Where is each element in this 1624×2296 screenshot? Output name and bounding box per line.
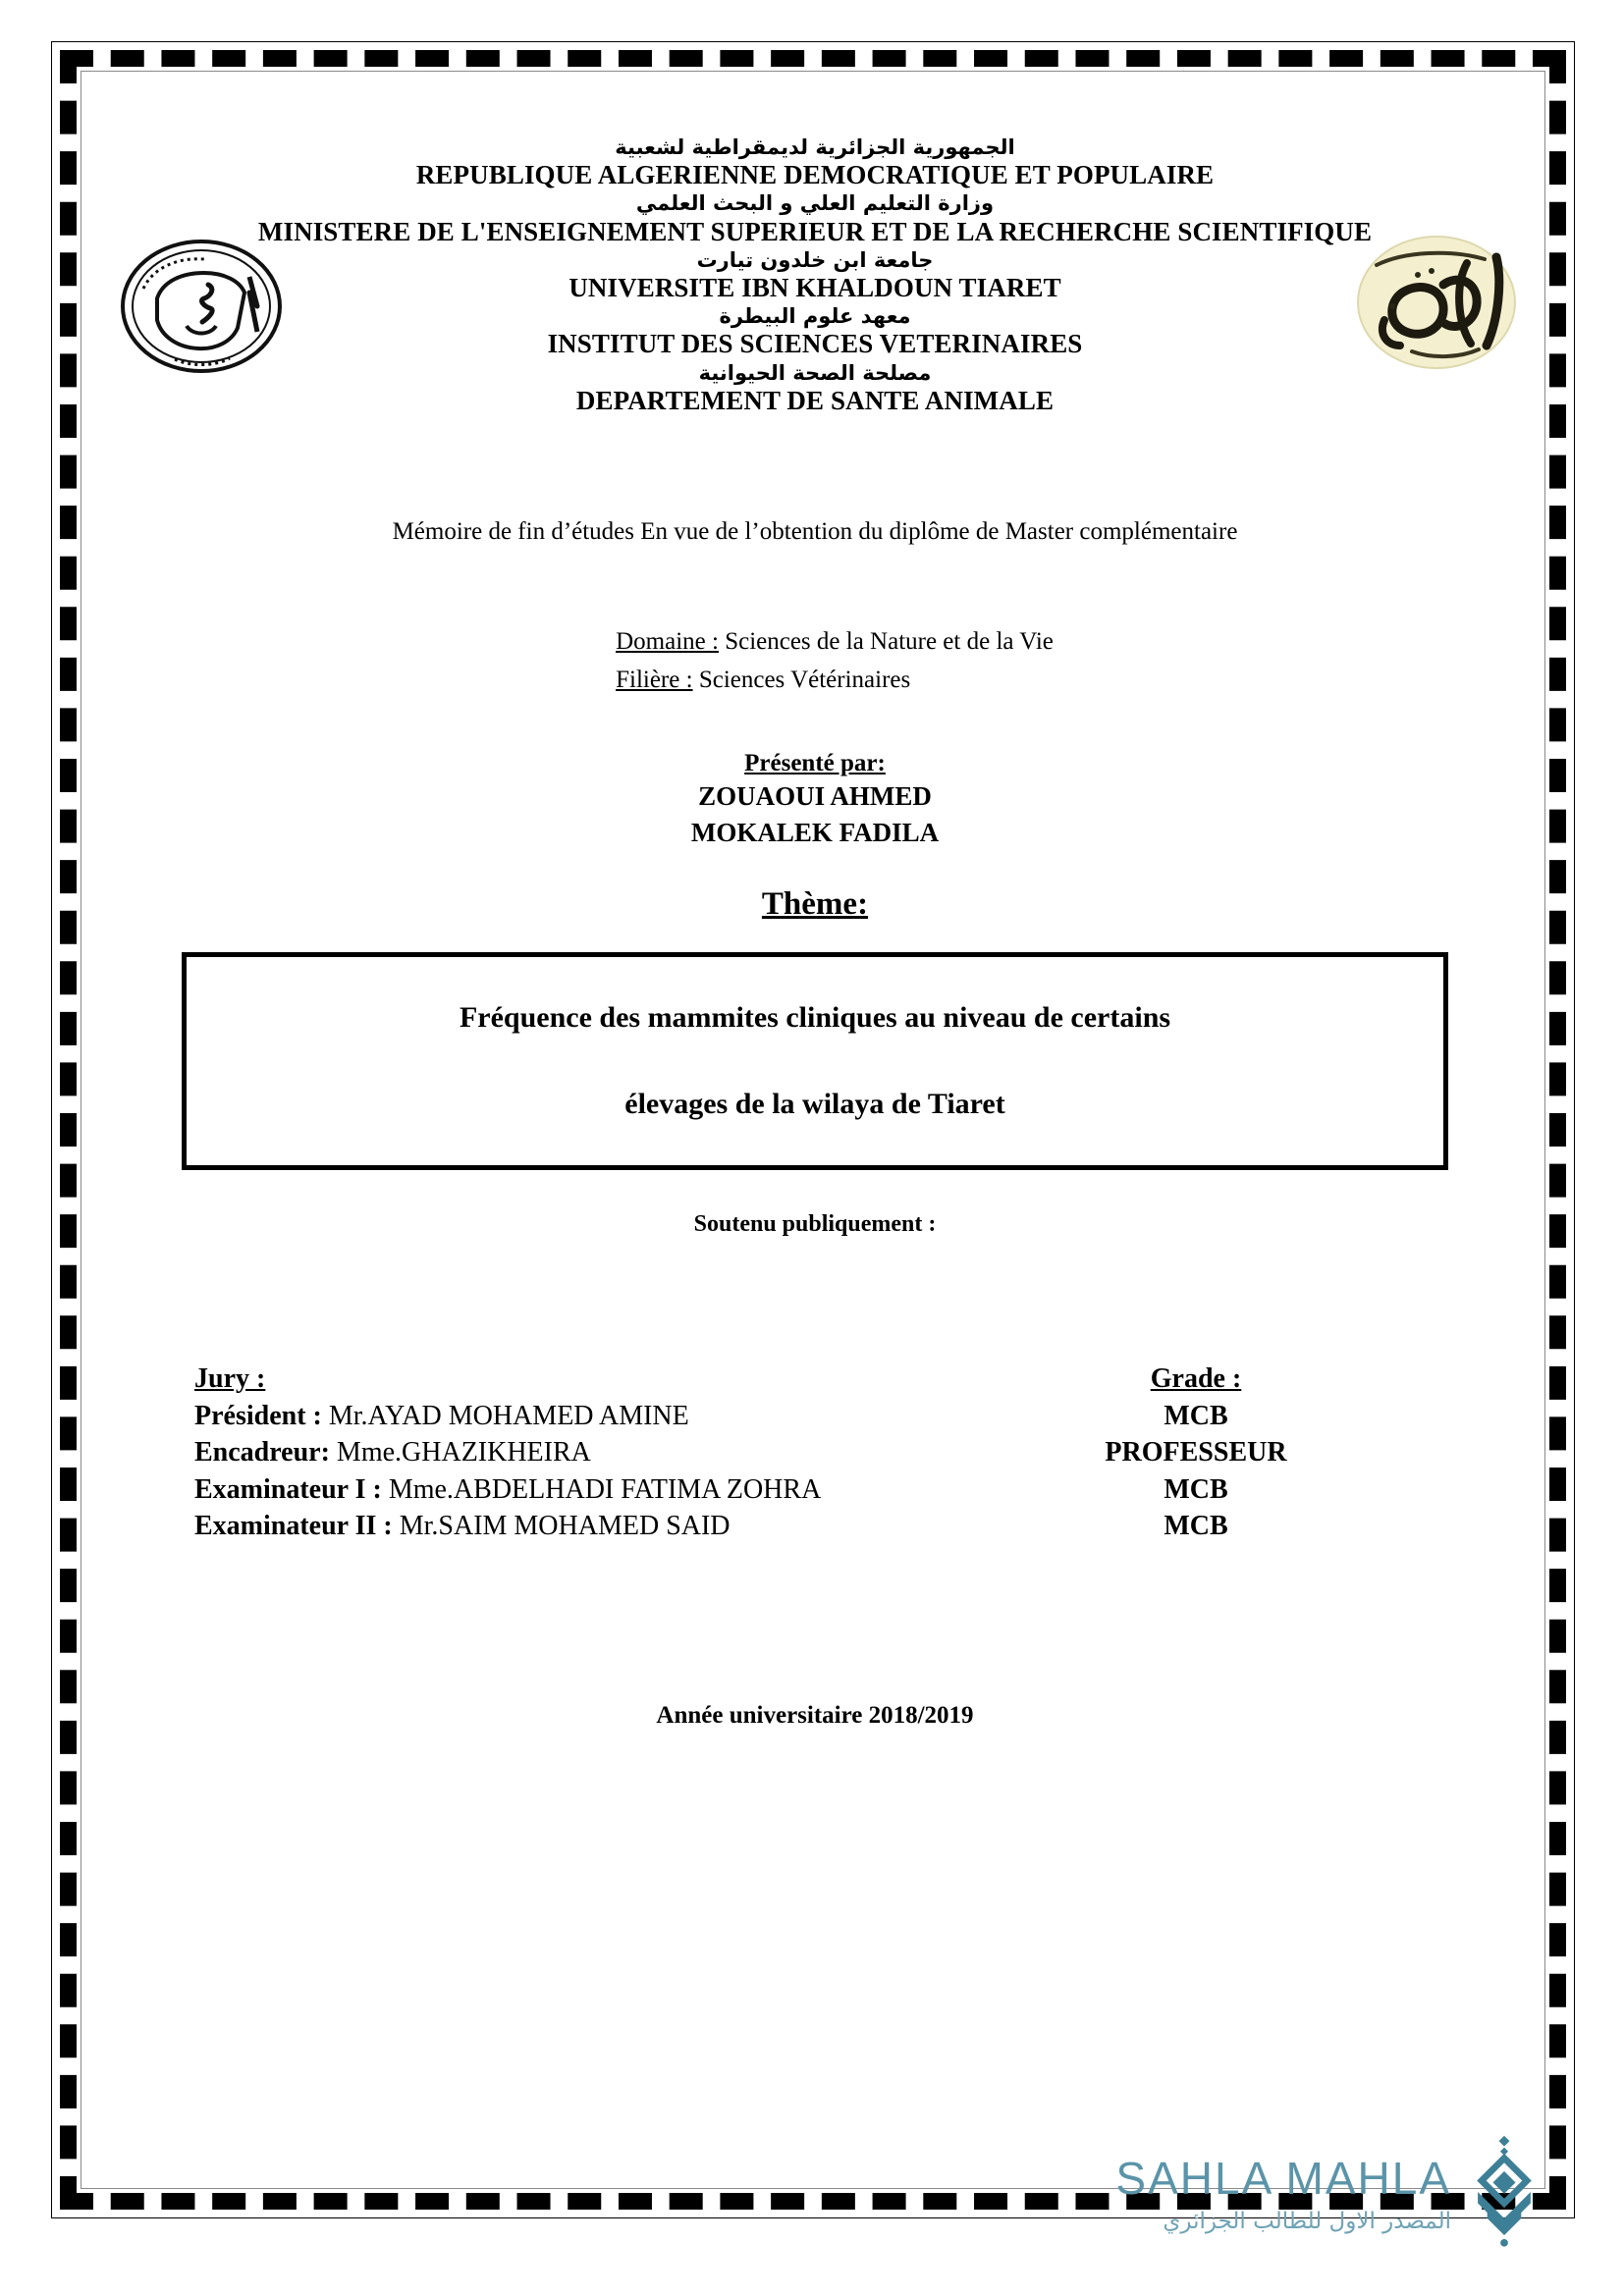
jury-grade-cell: MCB [1164,1473,1228,1505]
institution-header [98,135,1532,415]
table-row [194,1434,1492,1471]
jury-member-name: Mr.AYAD MOHAMED AMINE [328,1400,689,1431]
table-row [194,1398,1492,1435]
jury-member-name: Mme.GHAZIKHEIRA [336,1437,591,1468]
academic-year: Année universitaire 2018/2019 [656,1701,974,1729]
theme-label: Thème: [761,885,869,922]
republic-arabic: الجمهورية الجزائرية لديمقراطية لشعبية [615,135,1015,159]
theme-title-box [182,952,1448,1170]
jury-role-label: Président : [194,1400,322,1431]
table-row [194,1471,1492,1509]
domaine-value: Sciences de la Nature et de la Vie [725,627,1054,655]
republic-french: REPUBLIQUE ALGERIENNE DEMOCRATIQUE ET POPULAIRE [415,160,1215,190]
program-block [616,623,1054,700]
cover-page-content [98,59,1532,2209]
filiere-label: Filière : [616,666,693,693]
domaine-label: Domaine : [616,627,719,655]
ministry-arabic: وزارة التعليم العلي و البحث العلمي [635,191,995,216]
jury-header-grade-cell [1044,1362,1348,1398]
jury-role-cell [194,1508,1044,1545]
department-french: DEPARTEMENT DE SANTE ANIMALE [575,385,1055,415]
presented-by-block [98,750,1532,850]
universite-ibn-khaldoun-emblem-icon [1349,230,1524,375]
university-arabic: جامعة ابن خلدون تيارت [696,247,934,272]
jury-role-label: Examinateur I : [194,1473,382,1505]
university-french: UNIVERSITE IBN KHALDOUN TIARET [568,272,1061,302]
jury-role-cell [194,1398,1044,1435]
table-row [194,1508,1492,1545]
domaine-row [616,623,1054,662]
jury-role-label: Examinateur II : [194,1511,393,1542]
jury-header-grade-label: Grade : [1150,1362,1242,1394]
author-name: ZOUAOUI AHMED [698,781,932,812]
memoire-statement: Mémoire de fin d’études En vue de l’obtention du diplôme de Master complémentaire [392,517,1238,545]
institut-sciences-veterinaires-seal-icon [114,234,289,379]
sahla-mahla-watermark [1110,2135,1551,2255]
presented-by-label: Présenté par: [744,750,886,777]
theme-title-line-2: élevages de la wilaya de Tiaret [624,1087,1005,1120]
filiere-value: Sciences Vétérinaires [698,666,911,693]
theme-title-line-1: Fréquence des mammites cliniques au niveau de certains [459,1000,1171,1034]
sahla-mahla-logo-icon [1457,2135,1551,2254]
institute-french: INSTITUT DES SCIENCES VETERINAIRES [547,329,1083,359]
jury-role-cell [194,1471,1044,1509]
soutenu-publiquement-label: Soutenu publiquement : [693,1210,937,1237]
watermark-subtitle: المصدر الاول للطالب الجزائري [1163,2208,1451,2234]
jury-role-label: Encadreur: [194,1437,330,1468]
jury-grade-cell: PROFESSEUR [1105,1437,1287,1468]
watermark-title: SAHLA MAHLA [1115,2152,1451,2204]
ministry-french: MINISTERE DE L'ENSEIGNEMENT SUPERIEUR ET DE LA RECHERCHE SCIENTIFIQUE [257,216,1373,246]
jury-member-name: Mme.ABDELHADI FATIMA ZOHRA [388,1473,822,1505]
jury-table-header [194,1362,1492,1398]
jury-role-cell [194,1434,1044,1471]
jury-header-role-cell [194,1362,1044,1398]
filiere-row [616,662,1054,700]
jury-header-role-label: Jury : [194,1362,266,1394]
department-arabic: مصلحة الصحة الحيوانية [698,360,932,385]
watermark-row [1110,2135,1551,2254]
watermark-text-column [1115,2152,1451,2234]
jury-member-name: Mr.SAIM MOHAMED SAID [399,1511,731,1542]
jury-grade-cell: MCB [1164,1400,1228,1431]
author-name: MOKALEK FADILA [690,818,940,848]
jury-grade-cell: MCB [1164,1511,1228,1542]
jury-table [98,1362,1532,1545]
institute-arabic: معهد علوم البيطرة [719,304,911,329]
